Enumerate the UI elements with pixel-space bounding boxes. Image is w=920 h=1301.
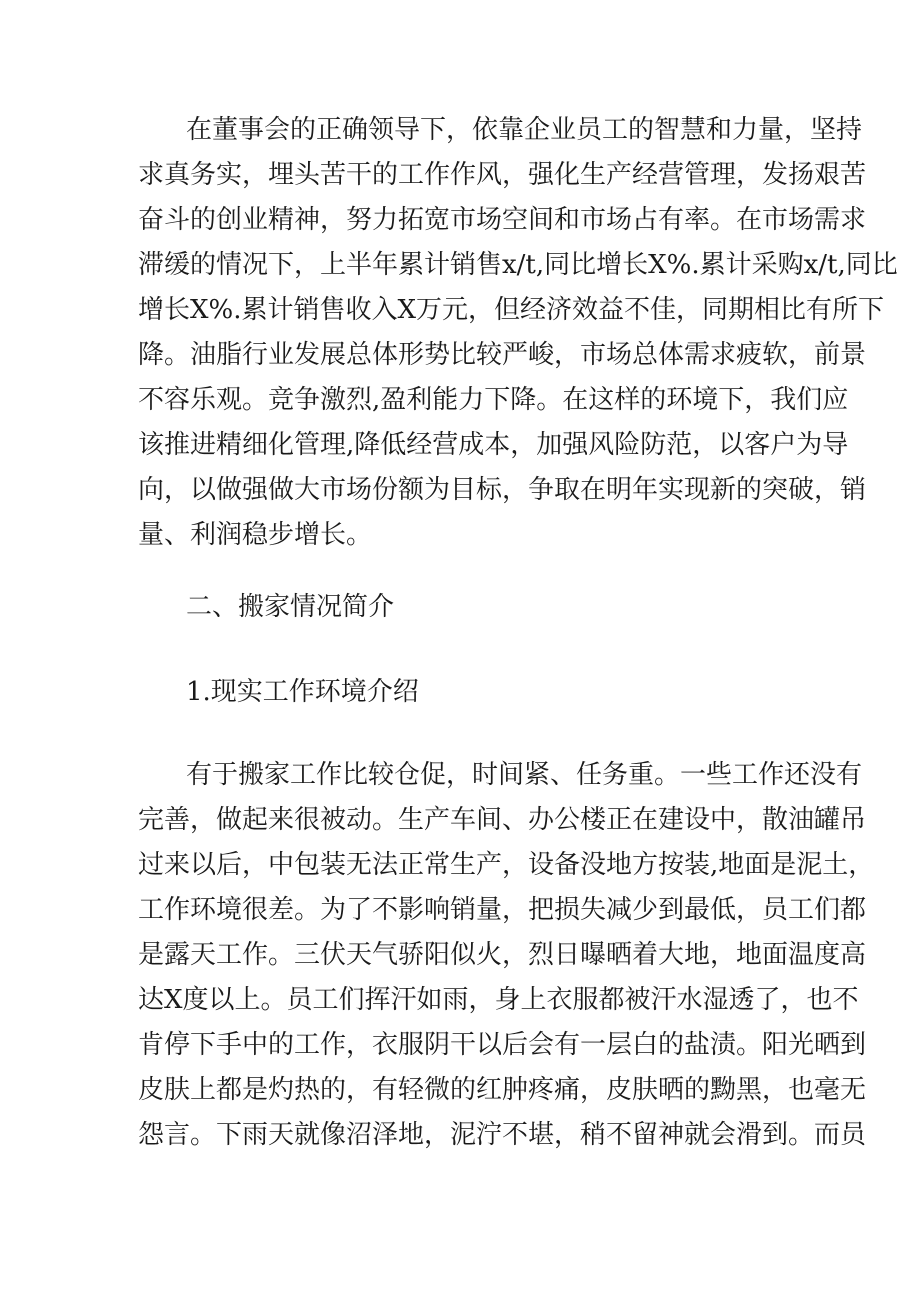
paragraph1-line-3: 奋斗的创业精神，努力拓宽市场空间和市场占有率。在市场需求 (138, 205, 867, 235)
subsection-heading: 1.现实工作环境介绍 (186, 677, 419, 707)
paragraph1-line-8: 该推进精细化管理,降低经营成本，加强风险防范，以客户为导 (138, 430, 849, 460)
paragraph2-line-2: 完善，做起来很被动。生产车间、办公楼正在建设中，散油罐吊 (138, 805, 867, 835)
paragraph2-line-3: 过来以后，中包装无法正常生产，设备没地方按装,地面是泥土， (138, 850, 875, 880)
paragraph2-line-6: 达X度以上。员工们挥汗如雨，身上衣服都被汗水湿透了，也不 (138, 985, 859, 1015)
paragraph2-line-7: 肯停下手中的工作，衣服阴干以后会有一层白的盐渍。阳光晒到 (138, 1030, 867, 1060)
paragraph2-line-8: 皮肤上都是灼热的，有轻微的红肿疼痛，皮肤晒的黝黑，也毫无 (138, 1075, 867, 1105)
section-heading: 二、搬家情况简介 (186, 592, 395, 622)
paragraph1-line-6: 降。油脂行业发展总体形势比较严峻，市场总体需求疲软，前景 (138, 340, 867, 370)
paragraph1-line-4: 滞缓的情况下，上半年累计销售x/t,同比增长X%.累计采购x/t,同比 (138, 250, 898, 280)
paragraph1-line-9: 向，以做强做大市场份额为目标，争取在明年实现新的突破，销 (138, 475, 867, 505)
paragraph1-line-2: 求真务实，埋头苦干的工作作风，强化生产经营管理，发扬艰苦 (138, 160, 867, 190)
paragraph1-line-1: 在董事会的正确领导下，依靠企业员工的智慧和力量，坚持 (186, 115, 863, 145)
paragraph2-line-9: 怨言。下雨天就像沼泽地，泥泞不堪，稍不留神就会滑到。而员 (138, 1120, 867, 1150)
paragraph1-line-10: 量、利润稳步增长。 (138, 520, 373, 550)
paragraph2-line-5: 是露天工作。三伏天气骄阳似火，烈日曝晒着大地，地面温度高 (138, 940, 867, 970)
paragraph1-line-5: 增长X%.累计销售收入X万元，但经济效益不佳，同期相比有所下 (138, 295, 884, 325)
paragraph1-line-7: 不容乐观。竞争激烈,盈利能力下降。在这样的环境下，我们应 (138, 385, 849, 415)
paragraph2-line-1: 有于搬家工作比较仓促，时间紧、任务重。一些工作还没有 (186, 760, 863, 790)
paragraph2-line-4: 工作环境很差。为了不影响销量，把损失减少到最低，员工们都 (138, 895, 867, 925)
